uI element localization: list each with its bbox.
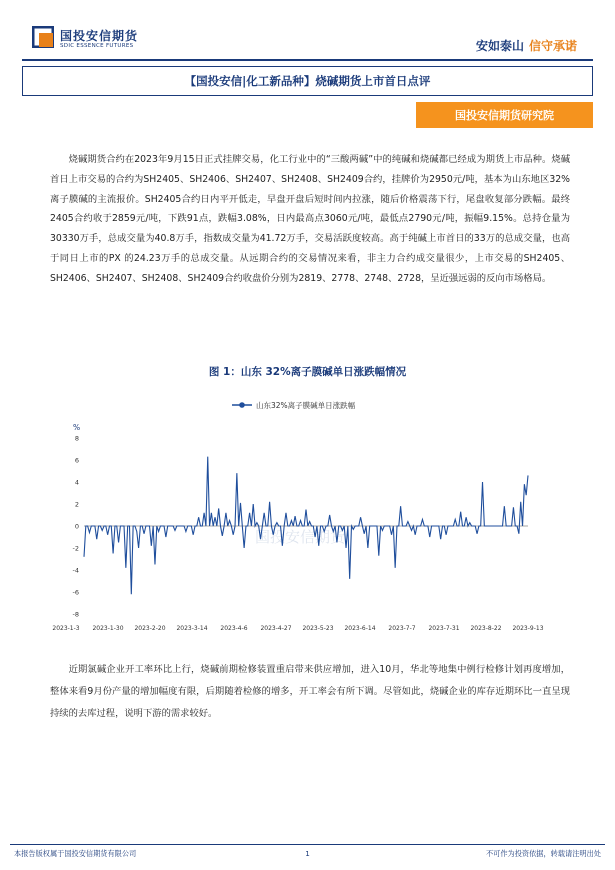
y-tick-label: 8 bbox=[74, 434, 79, 443]
y-tick-label: -2 bbox=[72, 544, 79, 553]
y-tick-label: -6 bbox=[72, 588, 79, 597]
page-header bbox=[0, 0, 615, 62]
chart-legend bbox=[232, 400, 356, 410]
company-logo-icon bbox=[32, 26, 54, 48]
x-tick-label: 2023-1-3 bbox=[52, 625, 80, 632]
series-line bbox=[84, 457, 528, 595]
footer-copyright: 本报告版权属于国投安信期货有限公司 bbox=[14, 849, 137, 858]
footer-divider bbox=[10, 844, 605, 845]
y-tick-label: -4 bbox=[72, 566, 79, 575]
report-title: 【国投安信|化工新品种】烧碱期货上市首日点评 bbox=[22, 66, 593, 96]
slogan-part-1: 安如泰山 bbox=[475, 39, 524, 53]
x-tick-label: 2023-6-14 bbox=[344, 625, 376, 632]
footer-disclaimer: 不可作为投资依据，转载请注明出处 bbox=[485, 849, 601, 858]
y-axis-ticks bbox=[73, 435, 79, 619]
y-tick-label: 4 bbox=[74, 478, 79, 487]
y-tick-label: 6 bbox=[74, 456, 79, 465]
chart-watermark: 国投安信期货 bbox=[254, 528, 346, 546]
page-number: 1 bbox=[305, 849, 310, 858]
y-tick-label: 0 bbox=[74, 522, 79, 531]
price-change-line-chart bbox=[40, 392, 560, 640]
body-paragraph-2: 近期氯碱企业开工率环比上行，烧碱前期检修装置重启带来供应增加，进入10月，华北等地集中例行检修计划再度增加，整体来看9月份产量的增加幅度有限，后期随着检修的增多，开工率会有所下调。尽管如此，烧碱企业的库存近期环比一直呈现持续的去库过程，说明下游的需求较好。 bbox=[50, 664, 570, 719]
legend-label: 山东32%离子膜碱单日涨跌幅 bbox=[256, 401, 356, 410]
company-slogan bbox=[476, 37, 577, 54]
x-tick-label: 2023-7-31 bbox=[428, 625, 460, 632]
x-axis-ticks bbox=[52, 625, 543, 632]
company-name-english: SDIC ESSENCE FUTURES bbox=[60, 43, 134, 49]
x-tick-label: 2023-2-20 bbox=[134, 625, 166, 632]
x-tick-label: 2023-4-27 bbox=[260, 625, 292, 632]
x-tick-label: 2023-8-22 bbox=[470, 625, 502, 632]
x-tick-label: 2023-7-7 bbox=[388, 625, 416, 632]
slogan-part-2: 信守承诺 bbox=[528, 39, 577, 53]
body-paragraph-1: 烧碱期货合约在2023年9月15日正式挂牌交易，化工行业中的“三酸两碱”中的纯碱和烧碱都已经成为期货上市品种。烧碱首日上市交易的合约为SH2405、SH2406、SH2407、SH2408、SH2409合约，挂牌价为2950元/吨，基本为山东地区32%离子膜碱的主流报价。SH2405合约日内平开低走，早盘开盘后短时间内拉涨，随后价格震荡下行，尾盘收复部分跌幅。最终2405合约收于2859元/吨，下跌91点，跌幅3.08%，日内最高点3060元/吨，最低点2790元/吨，振幅9.15%。总持仓量为30330万手，总成交量为40.8万手，指数成交量为41.72万手，交易活跃度较高。高于纯碱上市首日的33万的总成交量，也高于同日上市的PX 的24.23万手的总成交量。从远期合约的交易情况来看，非主力合约成交量很少，上市交易的SH2405、SH2406、SH2407、SH2408、SH2409合约收盘价分别为2819、2778、2748、2728，呈近强远弱的反向市场格局。 bbox=[50, 154, 570, 284]
x-tick-label: 2023-3-14 bbox=[176, 625, 208, 632]
header-divider bbox=[22, 59, 593, 61]
y-axis-label: % bbox=[73, 423, 81, 432]
y-tick-label: -8 bbox=[72, 610, 79, 619]
company-name: 国投安信期货 bbox=[60, 29, 139, 43]
x-tick-label: 2023-5-23 bbox=[302, 625, 334, 632]
x-tick-label: 2023-1-30 bbox=[92, 625, 124, 632]
department-badge: 国投安信期货研究院 bbox=[416, 102, 593, 128]
y-tick-label: 2 bbox=[74, 500, 79, 509]
x-tick-label: 2023-9-13 bbox=[512, 625, 544, 632]
figure-title: 图 1：山东 32%离子膜碱单日涨跌幅情况 bbox=[208, 366, 407, 378]
x-tick-label: 2023-4-6 bbox=[220, 625, 248, 632]
